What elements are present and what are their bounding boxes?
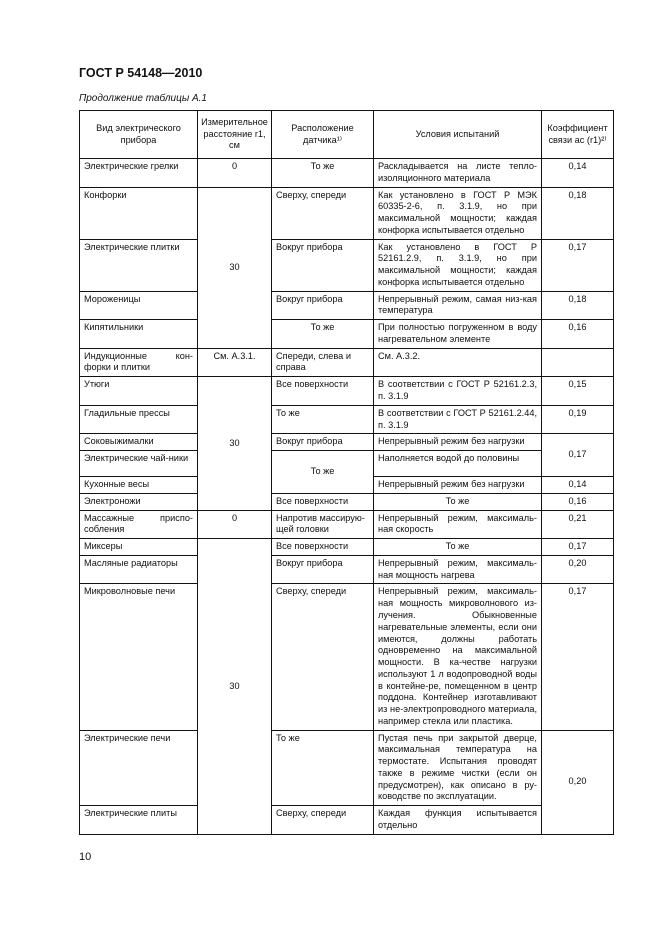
cell-sensor: То же <box>272 405 374 434</box>
header-appliance-type: Вид электрического прибора <box>80 111 198 159</box>
cell-conditions: Непрерывный режим, самая низ-кая температура <box>374 291 542 320</box>
header-distance: Измерительное расстояние r1, см <box>198 111 272 159</box>
cell-conditions: Пустая печь при закрытой дверце, максимальная температура на термостате. Испытания проводят также в режиме чистки (если он предусмотрен), как описано в ру-ководстве по эксплуатации. <box>374 730 542 806</box>
cell-distance: 30 <box>198 377 272 510</box>
table-header-row <box>80 111 614 159</box>
cell-appliance: Электрические чай-ники <box>80 451 198 477</box>
cell-sensor: Сверху, спереди <box>272 584 374 730</box>
cell-coefficient: 0,18 <box>542 291 614 320</box>
cell-sensor: Вокруг прибора <box>272 434 374 451</box>
cell-sensor: Вокруг прибора <box>272 555 374 584</box>
cell-conditions: В соответствии с ГОСТ Р 52161.2.44, п. 3.1.9 <box>374 405 542 434</box>
cell-coefficient: 0,17 <box>542 539 614 556</box>
cell-coefficient: 0,17 <box>542 584 614 730</box>
appliance-table <box>79 110 614 835</box>
cell-distance: 30 <box>198 187 272 348</box>
cell-conditions: Непрерывный режим без нагрузки <box>374 477 542 494</box>
cell-appliance: Кухонные весы <box>80 477 198 494</box>
cell-conditions: При полностью погруженном в воду нагревательном элементе <box>374 320 542 349</box>
table-row <box>80 806 614 835</box>
cell-coefficient: 0,16 <box>542 320 614 349</box>
table-row <box>80 555 614 584</box>
table-row <box>80 730 614 806</box>
cell-appliance: Электрические плитки <box>80 239 198 291</box>
cell-appliance: Кипятильники <box>80 320 198 349</box>
cell-coefficient: 0,20 <box>542 730 614 834</box>
cell-sensor: Напротив массирую-щей головки <box>272 510 374 539</box>
cell-sensor: Все поверхности <box>272 377 374 406</box>
table-row <box>80 377 614 406</box>
cell-sensor: Спереди, слева и справа <box>272 348 374 377</box>
cell-sensor: Вокруг прибора <box>272 291 374 320</box>
table-row <box>80 291 614 320</box>
cell-sensor: Сверху, спереди <box>272 806 374 835</box>
table-row <box>80 405 614 434</box>
cell-distance: 0 <box>198 159 272 188</box>
cell-conditions: Как установлено в ГОСТ Р МЭК 60335-2-6, п. 3.1.9, но при максимальной мощности; каждая конфорка испытывается отдельно <box>374 187 542 239</box>
cell-conditions: Раскладывается на листе тепло-изоляционного материала <box>374 159 542 188</box>
cell-coefficient: 0,17 <box>542 434 614 477</box>
cell-sensor: Все поверхности <box>272 539 374 556</box>
doc-header: ГОСТ Р 54148—2010 <box>79 66 203 80</box>
table-row <box>80 320 614 349</box>
header-sensor-position: Расположение датчика¹⁾ <box>272 111 374 159</box>
cell-appliance: Электрические плиты <box>80 806 198 835</box>
cell-appliance: Миксеры <box>80 539 198 556</box>
table-caption: Продолжение таблицы А.1 <box>79 93 207 104</box>
cell-appliance: Масляные радиаторы <box>80 555 198 584</box>
cell-conditions: В соответствии с ГОСТ Р 52161.2.3, п. 3.1.9 <box>374 377 542 406</box>
cell-distance: 0 <box>198 510 272 539</box>
cell-conditions: То же <box>374 539 542 556</box>
cell-conditions: Непрерывный режим, максималь-ная скорость <box>374 510 542 539</box>
cell-distance: 30 <box>198 539 272 835</box>
table-row <box>80 539 614 556</box>
cell-conditions: Как установлено в ГОСТ Р 52161.2.9, п. 3.1.9, но при максимальной мощности; каждая конфорка испытывается отдельно <box>374 239 542 291</box>
table-row <box>80 451 614 477</box>
cell-sensor: То же <box>272 159 374 188</box>
table-row <box>80 239 614 291</box>
table-row <box>80 584 614 730</box>
header-coupling-factor: Коэффициент связи ac (r1)²⁾ <box>542 111 614 159</box>
cell-sensor: Сверху, спереди <box>272 187 374 239</box>
cell-sensor: Вокруг прибора <box>272 239 374 291</box>
table-row <box>80 510 614 539</box>
cell-coefficient: 0,15 <box>542 377 614 406</box>
cell-distance: См. А.3.1. <box>198 348 272 377</box>
cell-conditions: То же <box>374 493 542 510</box>
cell-coefficient: 0,17 <box>542 239 614 291</box>
cell-conditions: Каждая функция испытывается отдельно <box>374 806 542 835</box>
cell-coefficient: 0,20 <box>542 555 614 584</box>
cell-sensor: Все поверхности <box>272 493 374 510</box>
cell-coefficient: 0,18 <box>542 187 614 239</box>
cell-coefficient: 0,19 <box>542 405 614 434</box>
table-row <box>80 159 614 188</box>
cell-coefficient: 0,21 <box>542 510 614 539</box>
table-row <box>80 348 614 377</box>
cell-conditions: См. А.3.2. <box>374 348 542 377</box>
cell-conditions: Наполняется водой до половины <box>374 451 542 477</box>
cell-appliance: Гладильные прессы <box>80 405 198 434</box>
table-row <box>80 493 614 510</box>
cell-sensor: То же <box>272 730 374 806</box>
header-test-conditions: Условия испытаний <box>374 111 542 159</box>
cell-conditions: Непрерывный режим без нагрузки <box>374 434 542 451</box>
cell-appliance: Индукционные кон-форки и плитки <box>80 348 198 377</box>
cell-coefficient: 0,14 <box>542 477 614 494</box>
table-row <box>80 434 614 451</box>
cell-appliance: Утюги <box>80 377 198 406</box>
cell-conditions: Непрерывный режим, максималь-ная мощность микроволнового из-лучения. Обыкновенные нагревательные элементы, если они имеются, должны работать одновременно на максимальной мощности. В ка-честве нагрузки используют 1 л водопроводной воды в контейне-ре, помещенном в центр поддона. Контейнер изготавливают из не-электропроводного материала, например стекла или пластика. <box>374 584 542 730</box>
cell-appliance: Соковыжималки <box>80 434 198 451</box>
cell-appliance: Мороженицы <box>80 291 198 320</box>
cell-appliance: Электрические грелки <box>80 159 198 188</box>
cell-sensor: То же <box>272 451 374 494</box>
table-row <box>80 187 614 239</box>
cell-coefficient: 0,14 <box>542 159 614 188</box>
cell-coefficient <box>542 348 614 377</box>
cell-appliance: Микроволновые печи <box>80 584 198 730</box>
cell-sensor: То же <box>272 320 374 349</box>
cell-appliance: Электроножи <box>80 493 198 510</box>
page-number: 10 <box>79 851 92 863</box>
cell-appliance: Конфорки <box>80 187 198 239</box>
cell-conditions: Непрерывный режим, максималь-ная мощность нагрева <box>374 555 542 584</box>
cell-coefficient: 0,16 <box>542 493 614 510</box>
cell-appliance: Массажные приспо-собления <box>80 510 198 539</box>
cell-appliance: Электрические печи <box>80 730 198 806</box>
